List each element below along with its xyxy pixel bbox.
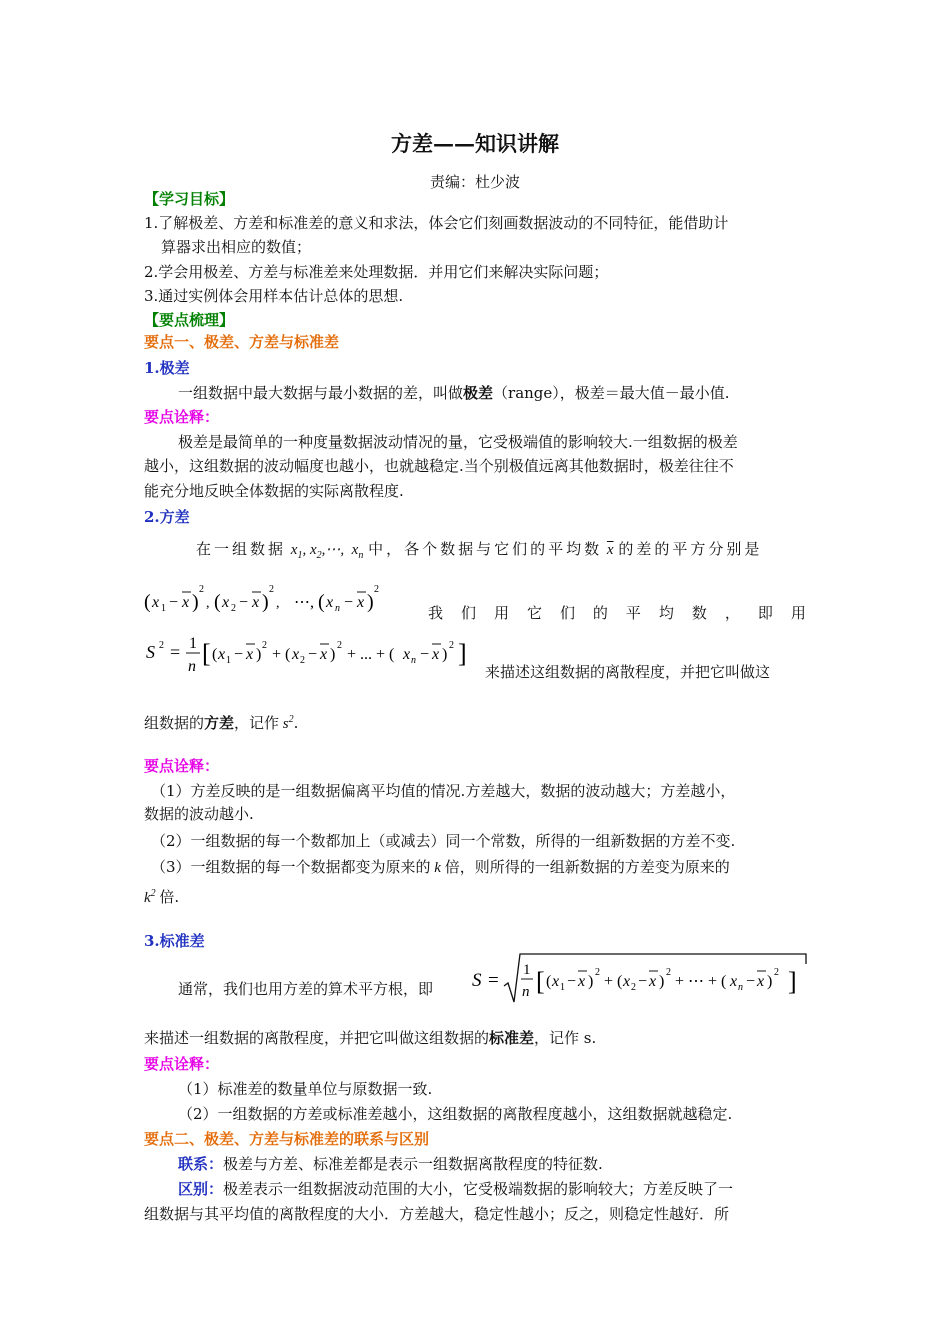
- mean-symbol: $\overline{x}$: [606, 542, 614, 558]
- svg-text:−: −: [344, 594, 354, 611]
- variance-l1-c: 的差的平方分别是: [618, 540, 763, 558]
- svg-text:n: n: [411, 655, 416, 666]
- svg-text:x: x: [432, 646, 440, 663]
- svg-text:x: x: [649, 973, 657, 990]
- difference-line-1: [178, 1178, 733, 1200]
- variance-l4-pre: 组数据的: [144, 714, 205, 732]
- variance-l4-post: ，记作: [234, 714, 280, 732]
- svg-text:(: (: [546, 973, 552, 990]
- svg-text:2: 2: [774, 967, 779, 978]
- link-text: 极差与方差、标准差都是表示一组数据离散程度的特征数.: [223, 1155, 603, 1173]
- variance-l2-char: 均: [658, 604, 674, 622]
- link-line: [178, 1153, 603, 1175]
- k-symbol: k: [430, 860, 445, 876]
- variance-l2-char: 它: [526, 604, 542, 622]
- data-list-formula: $x_1$, $x_2,\cdots$, $x_n$: [290, 542, 364, 561]
- std-note-2: （2）一组数据的方差或标准差越小，这组数据的离散程度越小，这组数据就越稳定.: [178, 1105, 733, 1123]
- difference-line-2: 组数据与其平均值的离散程度的大小．方差越大，稳定性越小；反之，则稳定性越好．所: [144, 1205, 730, 1223]
- svg-text:x: x: [578, 973, 586, 990]
- svg-text:): ): [588, 973, 594, 990]
- svg-text:x: x: [152, 594, 160, 611]
- svg-text:2: 2: [159, 640, 164, 651]
- variance-note-1: （1）方差反映的是一组数据偏离平均值的情况.方差越大，数据的波动越大；方差越小，: [151, 782, 736, 800]
- svg-text:n: n: [188, 658, 196, 675]
- variance-l2-char: 我: [428, 604, 444, 622]
- objective-2: 2.学会用极差、方差与标准差来处理数据．并用它们来解决实际问题；: [144, 263, 609, 281]
- svg-text:x: x: [403, 646, 411, 663]
- svg-text:−: −: [234, 646, 244, 663]
- svg-text:(: (: [214, 591, 221, 613]
- svg-text:2: 2: [199, 584, 204, 595]
- variance-note-3c: 倍.: [159, 888, 180, 906]
- std-l2-pre: 来描述一组数据的离散程度，并把它叫做这组数据的: [144, 1029, 490, 1047]
- svg-text:x: x: [552, 973, 560, 990]
- variance-l2-char: 即: [757, 604, 773, 622]
- svg-text:,: ,: [206, 596, 210, 611]
- variance-l2-char: 平: [625, 604, 641, 622]
- svg-text:+ (: + (: [272, 646, 291, 663]
- svg-text:x: x: [757, 973, 765, 990]
- svg-text:2: 2: [262, 640, 267, 651]
- range-note-1: 极差是最简单的一种度量数据波动情况的量，它受极端值的影响较大.一组数据的极差: [178, 433, 738, 451]
- author-line: 责编：杜少波: [429, 173, 520, 191]
- std-note-1: （1）标准差的数量单位与原数据一致.: [178, 1080, 433, 1098]
- objective-1: 1.了解极差、方差和标准差的意义和求法，体会它们刻画数据波动的不同特征，能借助计: [144, 214, 729, 232]
- svg-text:x: x: [730, 973, 738, 990]
- svg-text:−: −: [746, 973, 756, 990]
- svg-text:2: 2: [449, 640, 454, 651]
- objective-3: 3.通过实例体会用样本估计总体的思想.: [144, 287, 404, 305]
- svg-text:n: n: [335, 603, 340, 614]
- svg-text:2: 2: [374, 584, 379, 595]
- variance-symbol: $s^2$: [279, 714, 294, 732]
- svg-text:x: x: [222, 594, 230, 611]
- svg-text:2: 2: [666, 967, 671, 978]
- variance-note-1-cont: 数据的波动越小.: [144, 805, 254, 823]
- svg-text:): ): [262, 591, 269, 613]
- svg-text:−: −: [239, 594, 249, 611]
- svg-text:+ (: + (: [604, 973, 623, 990]
- variance-note-3: [151, 856, 730, 879]
- std-line-1: 通常，我们也用方差的算术平方根，即: [178, 980, 434, 998]
- svg-text:1: 1: [161, 603, 166, 614]
- k-squared-symbol: $k^2$: [144, 888, 156, 906]
- variance-l2-char: 们: [460, 604, 476, 622]
- svg-text:1: 1: [523, 962, 531, 978]
- svg-text:2: 2: [300, 655, 305, 666]
- svg-text:2: 2: [231, 603, 236, 614]
- svg-text:2: 2: [631, 982, 636, 993]
- svg-text:⋯,: ⋯,: [294, 594, 314, 611]
- variance-l1-a: 在一组数据: [196, 540, 287, 558]
- range-definition: [178, 382, 730, 404]
- svg-text:x: x: [357, 594, 365, 611]
- svg-text:[: [: [202, 639, 211, 668]
- svg-text:1: 1: [560, 982, 565, 993]
- variance-note-label: 要点诠释：: [144, 757, 220, 775]
- svg-text:): ): [659, 973, 665, 990]
- svg-text:S: S: [472, 970, 482, 991]
- svg-text:x: x: [292, 646, 300, 663]
- std-heading: 3.标准差: [144, 932, 205, 950]
- std-formula: [470, 950, 810, 1012]
- range-term: 极差: [463, 384, 494, 402]
- svg-text:]: ]: [788, 967, 797, 996]
- svg-text:(: (: [318, 591, 325, 613]
- variance-formula: [144, 626, 489, 684]
- svg-text:S: S: [146, 642, 155, 662]
- variance-l2-char: 们: [559, 604, 575, 622]
- svg-text:(: (: [144, 591, 151, 613]
- point1-heading: 要点一、极差、方差与标准差: [144, 333, 340, 351]
- range-heading: 1.极差: [144, 359, 190, 377]
- svg-text:−: −: [638, 973, 648, 990]
- range-note-2: 越小，这组数据的波动幅度也越小，也就越稳定.当个别极值远离其他数据时，极差往往不: [144, 457, 734, 475]
- svg-text:x: x: [326, 594, 334, 611]
- variance-line-2-words: [428, 602, 806, 624]
- variance-note-3a: （3）一组数据的每一个数据都变为原来的: [151, 858, 431, 876]
- std-note-label: 要点诠释：: [144, 1055, 220, 1073]
- objective-1-cont: 算器求出相应的数值；: [161, 238, 312, 256]
- variance-heading: 2.方差: [144, 508, 190, 526]
- svg-text:]: ]: [458, 639, 467, 668]
- range-note-label: 要点诠释：: [144, 408, 220, 426]
- svg-text:2: 2: [337, 640, 342, 651]
- variance-l2-char: 的: [592, 604, 608, 622]
- svg-text:−: −: [169, 594, 179, 611]
- svg-text:1: 1: [226, 655, 231, 666]
- svg-text:x: x: [320, 646, 328, 663]
- variance-l2-char: ，: [724, 604, 740, 622]
- std-l2-post: ，记作 s.: [534, 1029, 597, 1047]
- svg-text:=: =: [170, 642, 181, 662]
- range-def-post: （range），极差＝最大值－最小值.: [493, 384, 730, 402]
- svg-text:−: −: [567, 973, 577, 990]
- svg-text:[: [: [536, 967, 545, 996]
- svg-text:,: ,: [276, 596, 280, 611]
- range-note-3: 能充分地反映全体数据的实际离散程度.: [144, 482, 404, 500]
- range-def-pre: 一组数据中最大数据与最小数据的差，叫做: [178, 384, 464, 402]
- point2-heading: 要点二、极差、方差与标准差的联系与区别: [144, 1130, 430, 1148]
- variance-term: 方差: [204, 714, 235, 732]
- svg-text:x: x: [246, 646, 254, 663]
- summary-heading: 【要点梳理】: [144, 311, 235, 329]
- svg-text:−: −: [420, 646, 430, 663]
- variance-note-2: （2）一组数据的每一个数都加上（或减去）同一个常数，所得的一组新数据的方差不变.: [151, 832, 736, 850]
- svg-text:+ ⋯ + (: + ⋯ + (: [675, 973, 727, 990]
- difference-text-1: 极差表示一组数据波动范围的大小，它受极端数据的影响较大；方差反映了一: [223, 1180, 734, 1198]
- page-title: 方差——知识讲解: [391, 131, 559, 156]
- svg-text:=: =: [488, 970, 499, 991]
- objectives-heading: 【学习目标】: [144, 190, 235, 208]
- svg-text:): ): [256, 646, 262, 663]
- svg-text:): ): [767, 973, 773, 990]
- svg-text:x: x: [252, 594, 260, 611]
- squared-differences-formula: [144, 578, 404, 622]
- std-line-2: [144, 1027, 596, 1049]
- svg-text:n: n: [738, 982, 743, 993]
- variance-line-3-text: 来描述这组数据的离散程度，并把它叫做这: [485, 663, 771, 681]
- difference-label: 区别：: [178, 1180, 224, 1198]
- variance-l1-b: 中，各个数据与它们的平均数: [368, 540, 603, 558]
- variance-l2-char: 数: [691, 604, 707, 622]
- svg-text:2: 2: [595, 967, 600, 978]
- svg-text:(: (: [212, 646, 218, 663]
- variance-line-1: [196, 538, 762, 567]
- svg-text:−: −: [308, 646, 318, 663]
- svg-text:1: 1: [189, 635, 197, 652]
- svg-text:): ): [192, 591, 199, 613]
- variance-l2-char: 用: [493, 604, 509, 622]
- svg-text:x: x: [218, 646, 226, 663]
- svg-text:): ): [442, 646, 448, 663]
- variance-note-3b: 倍，则所得的一组新数据的方差变为原来的: [444, 858, 730, 876]
- svg-text:x: x: [182, 594, 190, 611]
- svg-text:2: 2: [269, 584, 274, 595]
- variance-line-4: 组数据的方差，记作 $s^2$.: [144, 714, 299, 732]
- svg-text:): ): [330, 646, 336, 663]
- link-label: 联系：: [178, 1155, 224, 1173]
- variance-l2-char: 用: [790, 604, 806, 622]
- svg-text:+ ... + (: + ... + (: [347, 646, 395, 663]
- variance-note-3-cont: [144, 883, 179, 909]
- svg-text:x: x: [623, 973, 631, 990]
- svg-text:n: n: [522, 984, 530, 1000]
- svg-text:): ): [367, 591, 374, 613]
- std-term: 标准差: [489, 1029, 535, 1047]
